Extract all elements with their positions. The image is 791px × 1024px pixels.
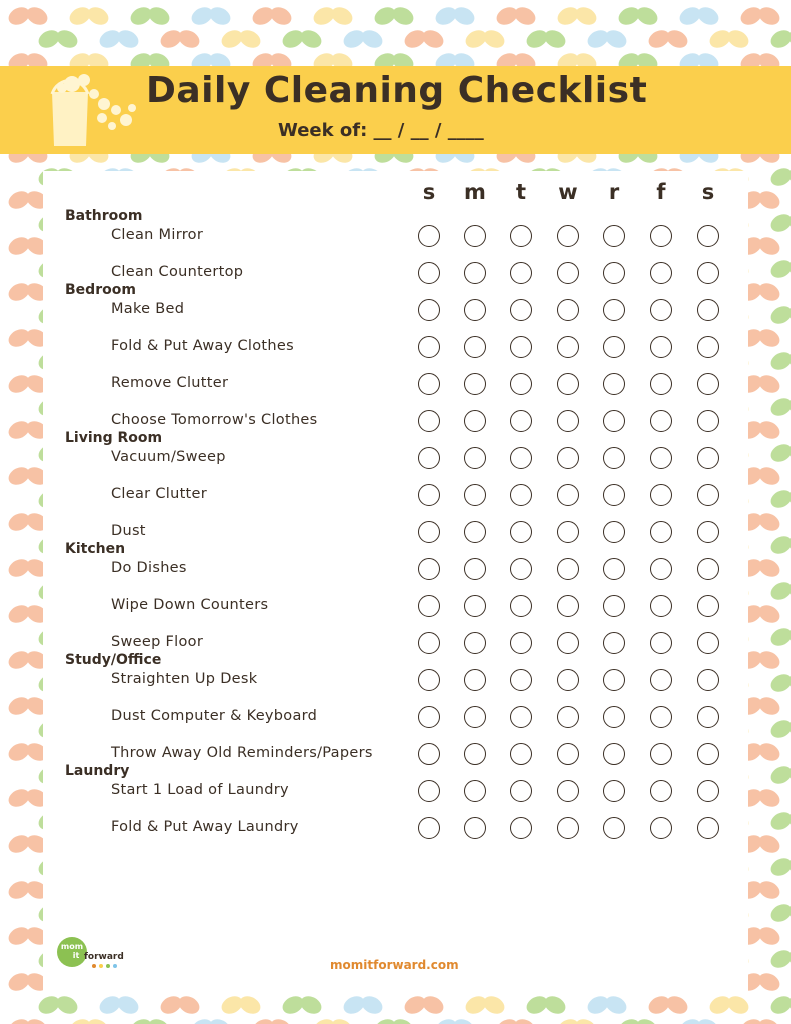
task-label: Fold & Put Away Laundry xyxy=(111,819,299,835)
leaf-shape xyxy=(768,763,791,787)
task-checkbox[interactable] xyxy=(418,669,440,691)
leaf-shape xyxy=(585,993,630,1017)
task-label: Wipe Down Counters xyxy=(111,597,269,613)
leaf-shape xyxy=(524,27,569,51)
leaf-shape xyxy=(219,993,264,1017)
day-header-4: r xyxy=(608,180,620,204)
task-checkbox[interactable] xyxy=(603,373,625,395)
task-checkbox[interactable] xyxy=(697,558,719,580)
leaf-shape xyxy=(311,4,356,28)
leaf-shape xyxy=(555,4,600,28)
leaf-shape xyxy=(128,1016,173,1024)
leaf-shape xyxy=(402,27,447,51)
leaf-shape xyxy=(341,27,386,51)
task-checkbox[interactable] xyxy=(557,743,579,765)
task-checkbox[interactable] xyxy=(697,632,719,654)
task-label: Clean Mirror xyxy=(111,227,204,243)
task-checkbox[interactable] xyxy=(697,373,719,395)
task-checkbox[interactable] xyxy=(650,521,672,543)
task-checkbox[interactable] xyxy=(603,558,625,580)
leaf-shape xyxy=(616,1016,661,1024)
day-header-1: m xyxy=(464,180,486,204)
leaf-shape xyxy=(768,257,791,281)
task-checkbox[interactable] xyxy=(697,595,719,617)
momitforward-logo xyxy=(52,936,162,976)
task-checkbox[interactable] xyxy=(418,336,440,358)
leaf-shape xyxy=(768,395,791,419)
task-checkbox[interactable] xyxy=(418,373,440,395)
leaf-shape xyxy=(463,993,508,1017)
leaf-shape xyxy=(36,27,81,51)
leaf-shape xyxy=(494,1016,539,1024)
task-checkbox[interactable] xyxy=(510,262,532,284)
task-checkbox[interactable] xyxy=(650,558,672,580)
task-checkbox[interactable] xyxy=(418,225,440,247)
day-header-2: t xyxy=(515,180,527,204)
task-checkbox[interactable] xyxy=(557,632,579,654)
task-checkbox[interactable] xyxy=(418,706,440,728)
leaf-shape xyxy=(768,855,791,879)
leaf-shape xyxy=(97,993,142,1017)
task-checkbox[interactable] xyxy=(603,632,625,654)
task-checkbox[interactable] xyxy=(697,484,719,506)
task-checkbox[interactable] xyxy=(603,410,625,432)
task-checkbox[interactable] xyxy=(464,669,486,691)
leaf-shape xyxy=(677,1016,722,1024)
leaf-shape xyxy=(585,27,630,51)
task-checkbox[interactable] xyxy=(510,225,532,247)
task-checkbox[interactable] xyxy=(510,706,532,728)
leaf-shape xyxy=(280,993,325,1017)
leaf-shape xyxy=(250,4,295,28)
task-checkbox[interactable] xyxy=(510,669,532,691)
task-checkbox[interactable] xyxy=(464,817,486,839)
task-checkbox[interactable] xyxy=(650,817,672,839)
task-checkbox[interactable] xyxy=(418,743,440,765)
leaf-shape xyxy=(67,1016,112,1024)
task-label: Clear Clutter xyxy=(111,486,208,502)
section-heading: Bedroom xyxy=(65,282,136,298)
task-checkbox[interactable] xyxy=(603,484,625,506)
leaf-shape xyxy=(433,4,478,28)
leaf-shape xyxy=(677,4,722,28)
task-checkbox[interactable] xyxy=(603,669,625,691)
leaf-shape xyxy=(97,27,142,51)
task-checkbox[interactable] xyxy=(650,743,672,765)
task-checkbox[interactable] xyxy=(418,299,440,321)
task-checkbox[interactable] xyxy=(603,780,625,802)
task-checkbox[interactable] xyxy=(557,521,579,543)
leaf-shape xyxy=(189,4,234,28)
task-label: Do Dishes xyxy=(111,560,187,576)
task-checkbox[interactable] xyxy=(603,225,625,247)
task-checkbox[interactable] xyxy=(510,743,532,765)
task-checkbox[interactable] xyxy=(557,780,579,802)
task-checkbox[interactable] xyxy=(418,817,440,839)
week-of-field[interactable]: Week of: __ / __ / ____ xyxy=(278,120,484,141)
task-label: Dust Computer & Keyboard xyxy=(111,708,318,724)
task-checkbox[interactable] xyxy=(418,632,440,654)
leaf-shape xyxy=(768,211,791,235)
task-checkbox[interactable] xyxy=(650,262,672,284)
task-checkbox[interactable] xyxy=(418,410,440,432)
task-checkbox[interactable] xyxy=(650,447,672,469)
leaf-shape xyxy=(768,165,791,189)
leaf-shape xyxy=(6,4,51,28)
leaf-shape xyxy=(768,717,791,741)
task-checkbox[interactable] xyxy=(557,558,579,580)
task-checkbox[interactable] xyxy=(464,410,486,432)
task-checkbox[interactable] xyxy=(418,558,440,580)
page-title: Daily Cleaning Checklist xyxy=(146,70,648,111)
leaf-shape xyxy=(768,579,791,603)
leaf-shape xyxy=(6,1016,51,1024)
task-checkbox[interactable] xyxy=(510,595,532,617)
task-checkbox[interactable] xyxy=(697,299,719,321)
section-heading: Laundry xyxy=(65,763,130,779)
task-checkbox[interactable] xyxy=(464,299,486,321)
task-checkbox[interactable] xyxy=(510,373,532,395)
task-label: Dust xyxy=(111,523,146,539)
leaf-shape xyxy=(768,303,791,327)
task-checkbox[interactable] xyxy=(557,410,579,432)
leaf-shape xyxy=(768,993,791,1017)
task-checkbox[interactable] xyxy=(464,743,486,765)
task-checkbox[interactable] xyxy=(603,706,625,728)
leaf-shape xyxy=(768,487,791,511)
leaf-shape xyxy=(311,1016,356,1024)
task-checkbox[interactable] xyxy=(464,706,486,728)
task-checkbox[interactable] xyxy=(418,780,440,802)
leaf-shape xyxy=(768,901,791,925)
leaf-shape xyxy=(768,947,791,971)
checklist-sheet xyxy=(43,171,748,991)
task-checkbox[interactable] xyxy=(510,632,532,654)
task-checkbox[interactable] xyxy=(650,595,672,617)
leaf-shape xyxy=(707,27,752,51)
task-checkbox[interactable] xyxy=(557,484,579,506)
task-label: Clean Countertop xyxy=(111,264,244,280)
leaf-shape xyxy=(372,4,417,28)
leaf-shape xyxy=(433,1016,478,1024)
task-checkbox[interactable] xyxy=(557,299,579,321)
task-checkbox[interactable] xyxy=(650,336,672,358)
leaf-shape xyxy=(646,27,691,51)
task-checkbox[interactable] xyxy=(557,225,579,247)
task-checkbox[interactable] xyxy=(464,373,486,395)
task-checkbox[interactable] xyxy=(697,669,719,691)
task-checkbox[interactable] xyxy=(464,447,486,469)
leaf-shape xyxy=(280,27,325,51)
task-checkbox[interactable] xyxy=(557,595,579,617)
task-label: Throw Away Old Reminders/Papers xyxy=(111,745,373,761)
task-label: Remove Clutter xyxy=(111,375,229,391)
task-checkbox[interactable] xyxy=(510,521,532,543)
task-checkbox[interactable] xyxy=(557,669,579,691)
task-label: Fold & Put Away Clothes xyxy=(111,338,294,354)
task-checkbox[interactable] xyxy=(510,336,532,358)
leaf-shape xyxy=(158,27,203,51)
task-checkbox[interactable] xyxy=(418,484,440,506)
task-checkbox[interactable] xyxy=(510,447,532,469)
leaf-shape xyxy=(372,1016,417,1024)
task-checkbox[interactable] xyxy=(464,336,486,358)
task-checkbox[interactable] xyxy=(510,484,532,506)
leaf-shape xyxy=(738,1016,783,1024)
section-heading: Living Room xyxy=(65,430,163,446)
task-checkbox[interactable] xyxy=(418,521,440,543)
task-checkbox[interactable] xyxy=(510,780,532,802)
leaf-shape xyxy=(494,4,539,28)
task-checkbox[interactable] xyxy=(510,817,532,839)
leaf-shape xyxy=(646,993,691,1017)
task-checkbox[interactable] xyxy=(697,225,719,247)
task-checkbox[interactable] xyxy=(464,780,486,802)
task-label: Vacuum/Sweep xyxy=(111,449,226,465)
task-checkbox[interactable] xyxy=(603,299,625,321)
leaf-shape xyxy=(738,4,783,28)
leaf-shape xyxy=(768,809,791,833)
leaf-shape xyxy=(768,533,791,557)
leaf-shape xyxy=(555,1016,600,1024)
leaf-shape xyxy=(402,993,447,1017)
leaf-shape xyxy=(189,1016,234,1024)
leaf-shape xyxy=(768,625,791,649)
leaf-shape xyxy=(463,27,508,51)
leaf-shape xyxy=(341,993,386,1017)
task-checkbox[interactable] xyxy=(650,225,672,247)
task-label: Straighten Up Desk xyxy=(111,671,258,687)
task-checkbox[interactable] xyxy=(697,817,719,839)
leaf-shape xyxy=(768,441,791,465)
leaf-shape xyxy=(768,349,791,373)
task-checkbox[interactable] xyxy=(464,225,486,247)
task-checkbox[interactable] xyxy=(697,447,719,469)
task-checkbox[interactable] xyxy=(603,595,625,617)
task-checkbox[interactable] xyxy=(557,817,579,839)
task-checkbox[interactable] xyxy=(650,669,672,691)
logo-text-mom: mom xyxy=(60,942,84,951)
task-checkbox[interactable] xyxy=(603,336,625,358)
task-checkbox[interactable] xyxy=(650,780,672,802)
task-checkbox[interactable] xyxy=(464,595,486,617)
task-checkbox[interactable] xyxy=(557,262,579,284)
task-checkbox[interactable] xyxy=(603,817,625,839)
day-header-5: f xyxy=(656,180,666,204)
task-checkbox[interactable] xyxy=(603,447,625,469)
section-heading: Kitchen xyxy=(65,541,126,557)
task-checkbox[interactable] xyxy=(464,484,486,506)
task-label: Make Bed xyxy=(111,301,185,317)
task-label: Choose Tomorrow's Clothes xyxy=(111,412,318,428)
cleaning-bucket-icon xyxy=(46,70,142,150)
task-checkbox[interactable] xyxy=(650,299,672,321)
leaf-shape xyxy=(158,993,203,1017)
task-checkbox[interactable] xyxy=(464,632,486,654)
task-checkbox[interactable] xyxy=(510,410,532,432)
leaf-shape xyxy=(707,993,752,1017)
task-checkbox[interactable] xyxy=(650,484,672,506)
leaf-shape xyxy=(36,993,81,1017)
task-checkbox[interactable] xyxy=(697,780,719,802)
task-checkbox[interactable] xyxy=(464,521,486,543)
section-heading: Study/Office xyxy=(65,652,162,668)
task-label: Start 1 Load of Laundry xyxy=(111,782,289,798)
task-checkbox[interactable] xyxy=(697,706,719,728)
task-checkbox[interactable] xyxy=(557,706,579,728)
leaf-shape xyxy=(768,671,791,695)
leaf-shape xyxy=(768,27,791,51)
day-header-6: s xyxy=(701,180,715,204)
footer-website-link[interactable]: momitforward.com xyxy=(330,958,459,972)
logo-text-forward: forward xyxy=(84,952,124,962)
day-header-0: s xyxy=(422,180,436,204)
task-checkbox[interactable] xyxy=(650,706,672,728)
day-header-3: w xyxy=(558,180,578,204)
leaf-shape xyxy=(524,993,569,1017)
task-checkbox[interactable] xyxy=(650,632,672,654)
leaf-shape xyxy=(67,4,112,28)
task-checkbox[interactable] xyxy=(697,262,719,284)
task-checkbox[interactable] xyxy=(418,447,440,469)
task-checkbox[interactable] xyxy=(650,410,672,432)
task-checkbox[interactable] xyxy=(510,558,532,580)
task-checkbox[interactable] xyxy=(464,558,486,580)
task-checkbox[interactable] xyxy=(603,743,625,765)
task-checkbox[interactable] xyxy=(418,262,440,284)
task-checkbox[interactable] xyxy=(603,521,625,543)
task-checkbox[interactable] xyxy=(418,595,440,617)
section-heading: Bathroom xyxy=(65,208,143,224)
task-checkbox[interactable] xyxy=(557,447,579,469)
task-label: Sweep Floor xyxy=(111,634,204,650)
task-checkbox[interactable] xyxy=(603,262,625,284)
task-checkbox[interactable] xyxy=(557,373,579,395)
task-checkbox[interactable] xyxy=(697,521,719,543)
leaf-shape xyxy=(616,4,661,28)
leaf-shape xyxy=(128,4,173,28)
logo-text-it: it xyxy=(72,951,80,960)
task-checkbox[interactable] xyxy=(697,336,719,358)
task-checkbox[interactable] xyxy=(697,743,719,765)
task-checkbox[interactable] xyxy=(697,410,719,432)
leaf-shape xyxy=(250,1016,295,1024)
task-checkbox[interactable] xyxy=(464,262,486,284)
task-checkbox[interactable] xyxy=(557,336,579,358)
leaf-shape xyxy=(219,27,264,51)
task-checkbox[interactable] xyxy=(510,299,532,321)
task-checkbox[interactable] xyxy=(650,373,672,395)
